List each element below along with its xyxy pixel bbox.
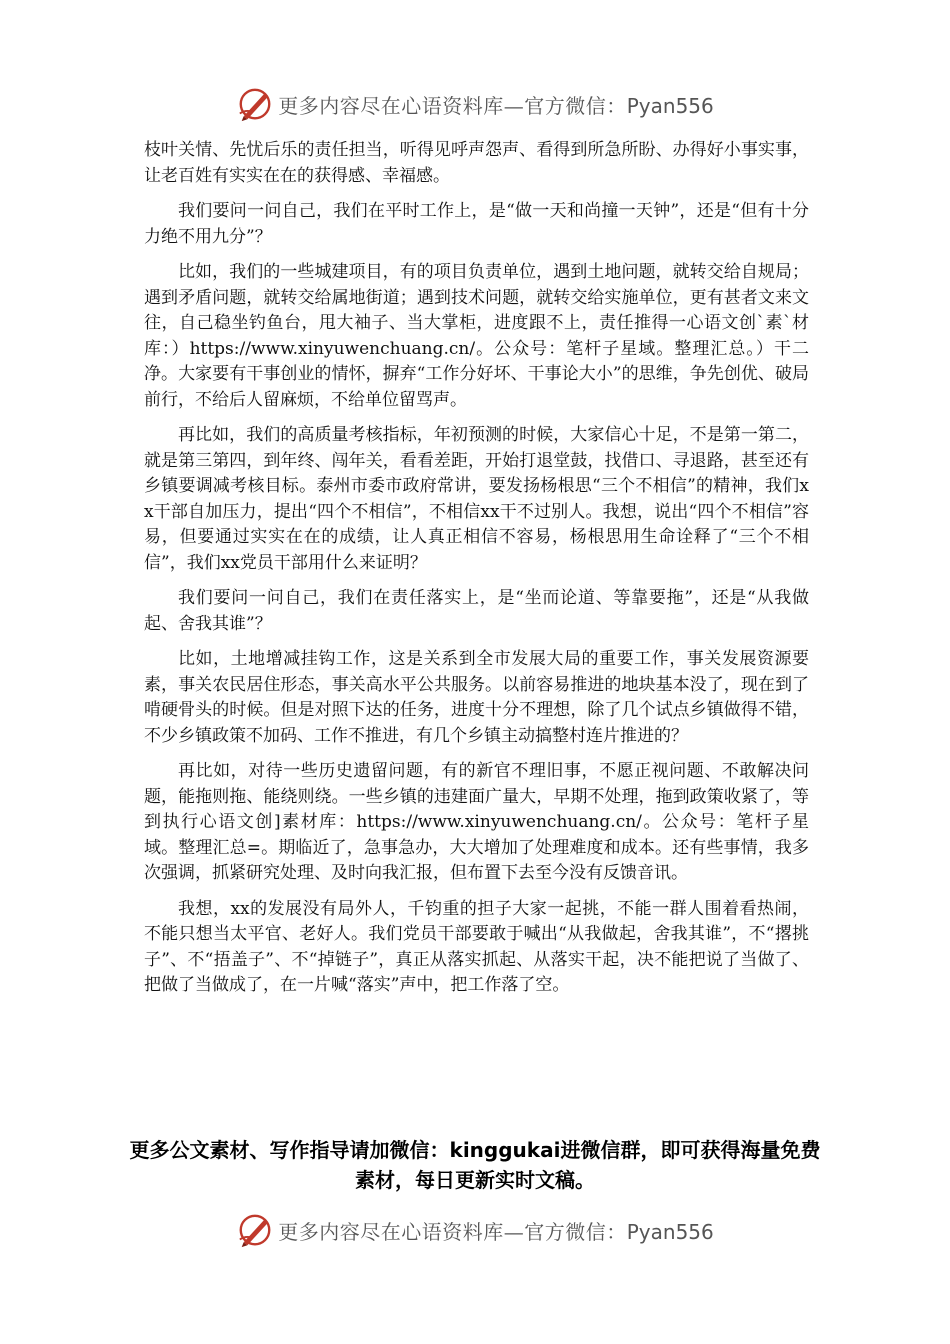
paragraph-6: 比如，土地增减挂钩工作，这是关系到全市发展大局的重要工作，事关发展资源要素，事关农民居住形态，事关高水平公共服务。以前容易推进的地块基本没了，现在到了啃硬骨头的时候。但是对照下达的任务，进度十分不理想，除了几个试点乡镇做得不错，不少乡镇政策不加码、工作不推进，有几个乡镇主动搞整村连片推进的？ xyxy=(144,649,809,746)
footer-banner xyxy=(0,1210,950,1250)
banner-text xyxy=(278,1216,714,1245)
header-banner xyxy=(0,84,950,124)
promo-note: 更多公文素材、写作指导请加微信：kinggukai进微信群，即可获得海量免费素材，每日更新实时文稿。 xyxy=(129,1138,821,1192)
paragraph-8: 我想，xx的发展没有局外人，千钧重的担子大家一起挑，不能一群人围着看热闹，不能只想当太平官、老好人。我们党员干部要敢于喊出“从我做起，舍我其谁”，不“撂挑子”、不“捂盖子”、不“掉链子”，真正从落实抓起、从落实干起，决不能把说了当做了、把做了当做成了，在一片喊“落实”声中，把工作落了空。 xyxy=(144,898,809,995)
pen-circle-logo-icon xyxy=(236,85,274,123)
paragraph-4: 再比如，我们的高质量考核指标，年初预测的时候，大家信心十足，不是第一第二，就是第三第四，到年终、闯年关，看看差距，开始打退堂鼓，找借口、寻退路，甚至还有乡镇要调减考核目标。泰州市委市政府常讲，要发扬杨根思“三个不相信”的精神，我们xx干部自加压力，提出“四个不相信”，不相信xx干不过别人。我想，说出“四个不相信”容易，但要通过实实在在的成绩，让人真正相信不容易，杨根思用生命诠释了“三个不相信”，我们xx党员干部用什么来证明？ xyxy=(144,425,809,573)
article-body xyxy=(144,138,809,1009)
banner-text xyxy=(278,90,714,119)
paragraph-5: 我们要问一问自己，我们在责任落实上，是“坐而论道、等靠要拖”，还是“从我做起、舍我其谁”？ xyxy=(144,588,809,634)
paragraph-7: 再比如，对待一些历史遗留问题，有的新官不理旧事，不愿正视问题、不敢解决问题，能拖则拖、能绕则绕。一些乡镇的违建面广量大，早期不处理，拖到政策收紧了，等到执行心语文创]素材库：https://www.xinyuwenchuang.cn/。公众号：笔杆子星域。整理汇总=。期临近了，急事急办，大大增加了处理难度和成本。还有些事情，我多次强调，抓紧研究处理、及时向我汇报，但布置下去至今没有反馈音讯。 xyxy=(144,761,809,883)
paragraph-3: 比如，我们的一些城建项目，有的项目负责单位，遇到土地问题，就转交给自规局；遇到矛盾问题，就转交给属地街道；遇到技术问题，就转交给实施单位，更有甚者文来文往，自己稳坐钓鱼台，甩大袖子、当大掌柜，进度跟不上，责任推得一心语文创`素`材库：）https://www.xinyuwenchuang.cn/。公众号：笔杆子星域。整理汇总。）干二净。大家要有干事创业的情怀，摒弃“工作分好坏、干事论大小”的思维，争先创优、破局前行，不给后人留麻烦，不给单位留骂声。 xyxy=(144,262,809,410)
paragraph-1: 枝叶关情、先忧后乐的责任担当，听得见呼声怨声、看得到所急所盼、办得好小事实事，让老百姓有实实在在的获得感、幸福感。 xyxy=(144,140,809,186)
banner-label: 更多内容尽在心语资料库—官方微信： xyxy=(278,93,627,118)
banner-wechat-id: Pyan556 xyxy=(626,1219,714,1244)
paragraph-2: 我们要问一问自己，我们在平时工作上，是“做一天和尚撞一天钟”，还是“但有十分力绝不用九分”？ xyxy=(144,201,809,247)
banner-label: 更多内容尽在心语资料库—官方微信： xyxy=(278,1219,627,1244)
banner-wechat-id: Pyan556 xyxy=(626,93,714,118)
pen-circle-logo-icon xyxy=(236,1211,274,1249)
